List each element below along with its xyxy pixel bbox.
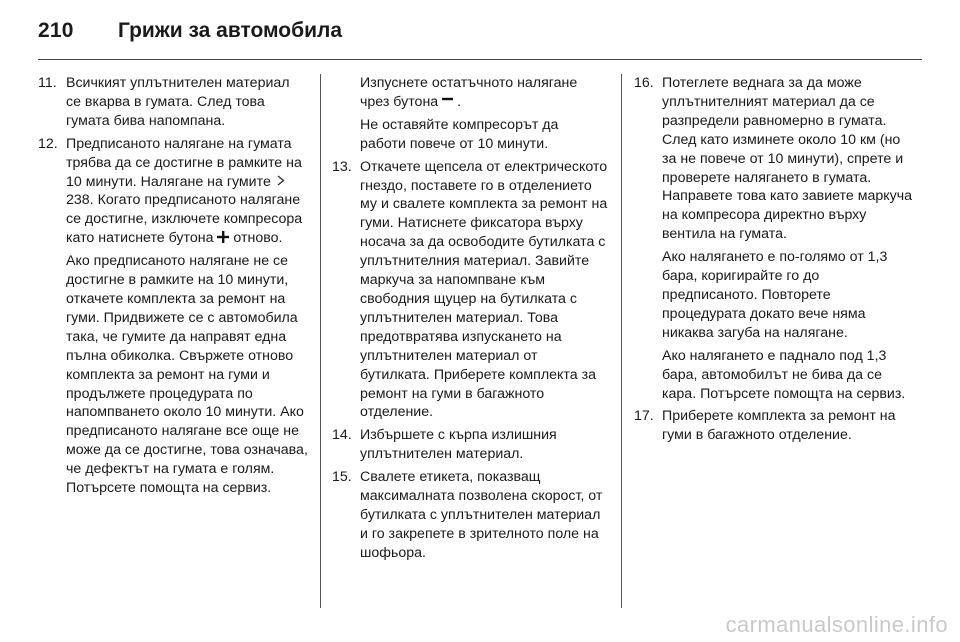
step-11 (38, 74, 308, 131)
step-paragraph: Не оставяйте компресорът да работи повече от 10 минути. (360, 116, 559, 152)
step-17 (634, 407, 912, 445)
step-14 (332, 426, 608, 464)
step-paragraph: Ако предписаното налягане не се достигне в рамките на 10 минути, откачете комплекта за ремонт на гуми. Придвижете се с автомобила така, че гумите да направят една пълна обиколка. Свържете отново комплекта за ремонт на гуми и продължете процедурата по напомпването около 10 минути. Ако предписаното налягане все още не може да се достигне, това означава, че дефектът на гумата е голям. Потърсете помощта на сервиз. (66, 253, 308, 497)
step-paragraph (360, 74, 608, 112)
page-header (38, 14, 342, 48)
step-continuation (332, 74, 608, 154)
page-number: 210 (38, 19, 74, 42)
step-number: 16. (634, 75, 654, 91)
step-paragraph: Потеглете веднага за да може уплътнителният материал да се разпредели равномерно в гумата. След като изминете около 10 км (но за не повече от 10 минути), спрете и проверете налягането в гумата. Направете това като завиете маркуча на компресора директно върху вентила на гумата. (662, 75, 912, 243)
step-text: Свалете етикета, показващ максималната позволена скорост, от бутилката с уплътнителен материал и го закрепете в зрителното поле на шофьора. (360, 469, 603, 561)
column-divider-1 (320, 74, 321, 608)
column-divider-2 (621, 74, 622, 608)
step-paragraph: Ако налягането е паднало под 1,3 бара, автомобилът не бива да се кара. Потърсете помощта на сервиз. (662, 347, 906, 402)
step-text: Когато предписаното налягане се достигне, изключете компресора като натиснете бутона (66, 192, 303, 247)
step-number: 12. (38, 135, 58, 152)
plus-icon (217, 230, 233, 246)
step-paragraph (66, 135, 308, 248)
step-text: . (457, 93, 462, 110)
step-text: Предписаното налягане на гумата трябва да се достигне в рамките на 10 минути. Налягане на гумите (66, 135, 302, 190)
step-15 (332, 468, 608, 563)
step-text: отново. (233, 230, 283, 247)
page-ref-icon[interactable] (275, 174, 287, 189)
column-2 (332, 74, 608, 566)
page-ref-link[interactable]: 238. (66, 192, 94, 209)
step-13 (332, 158, 608, 423)
step-paragraph: Ако налягането е по-голямо от 1,3 бара, коригирайте го до предписаното. Повторете процедурата докато вече няма никаква загуба на налягане. (662, 249, 888, 341)
step-number: 11. (38, 75, 57, 91)
step-16 (634, 74, 912, 403)
step-text: Избършете с кърпа излишния уплътнителен материал. (360, 427, 557, 463)
column-3 (634, 74, 912, 448)
watermark: carmanualsonline.info (725, 612, 948, 637)
step-number: 17. (634, 408, 654, 425)
minus-icon (442, 94, 457, 110)
step-number: 15. (332, 469, 352, 486)
column-1 (38, 74, 308, 501)
step-number: 14. (332, 427, 352, 444)
step-12 (38, 135, 308, 498)
step-text: Приберете комплекта за ремонт на гуми в багажното отделение. (662, 408, 896, 444)
step-text: Изпуснете остатъчното налягане чрез бутона (360, 75, 578, 110)
step-number: 13. (332, 158, 352, 175)
step-text: Всичкият уплътнителен материал се вкарва в гумата. След това гумата бива напомпана. (66, 75, 290, 129)
step-text: Откачете щепсела от електрическото гнездо, поставете го в отделението му и свалете комплекта за ремонт на гуми. Натиснете фиксатора върху носача за да освободите бутилката с уплътнителния материал. Завийте маркуча за напомпване към свободния щуцер на бутилката с уплътнителен материал. Това предотвратява изпускането на уплътнителен материал от бутилката. Приберете комплекта за ремонт на гуми в багажното отделение. (360, 158, 608, 421)
page-title: Грижи за автомобила (118, 19, 343, 42)
header-rule (38, 59, 922, 60)
